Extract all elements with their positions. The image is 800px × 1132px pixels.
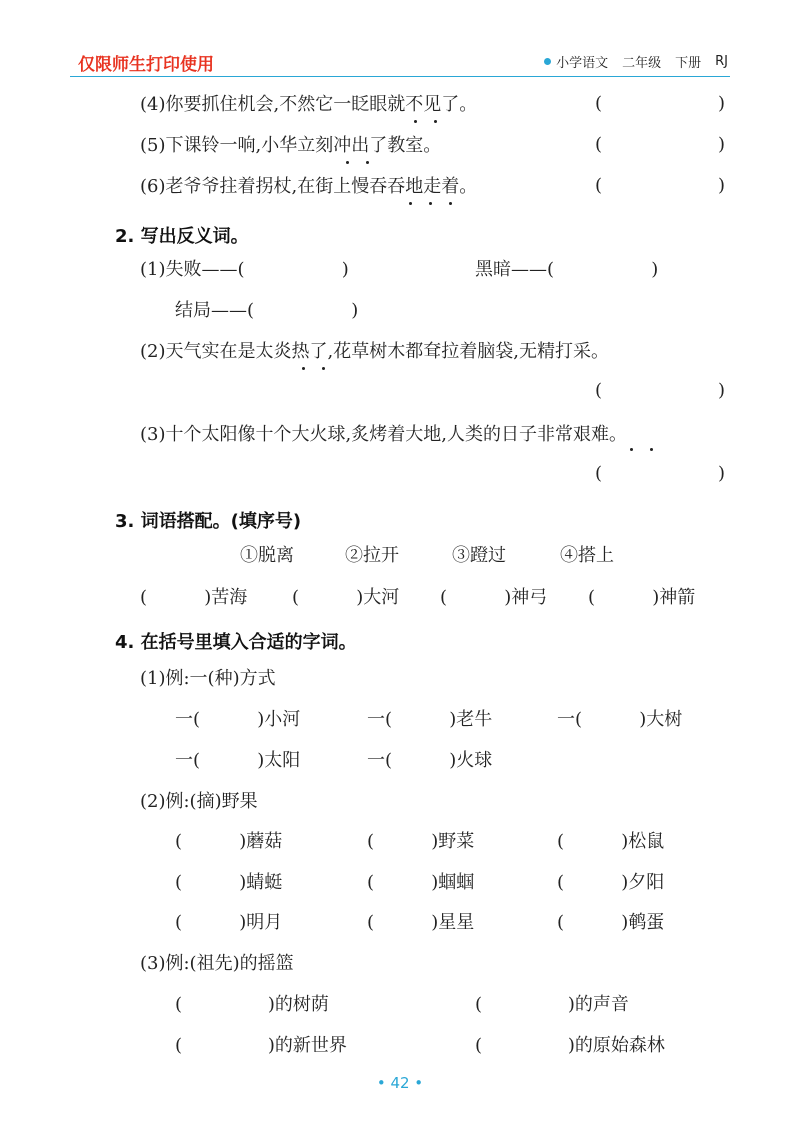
verb-blank-xingxing[interactable]: ( )星星: [367, 912, 475, 933]
measure-blank-huoqiu[interactable]: 一( )火球: [367, 750, 493, 771]
noun-blank-yuanshisenlin[interactable]: ( )的原始森林: [475, 1035, 665, 1056]
verb-blank-qingting[interactable]: ( )蜻蜓: [175, 872, 283, 893]
page-number: • 42 •: [376, 1074, 424, 1092]
bullet-dot-icon: [544, 58, 551, 65]
noun-blank-shuyin[interactable]: ( )的树荫: [175, 994, 329, 1015]
page-header: [0, 0, 800, 80]
edition-label: RJ: [715, 54, 728, 69]
option-1: ①脱离: [240, 545, 294, 566]
noun-blank-shengyin[interactable]: ( )的声音: [475, 994, 629, 1015]
verb-blank-mingyue[interactable]: ( )明月: [175, 912, 283, 933]
antonym-heian[interactable]: 黑暗——( ): [475, 259, 659, 280]
antonym-item-2: (2)天气实在是太炎热了,花草树木都耷拉着脑袋,无精打采。: [140, 341, 609, 362]
match-blank-kuhai[interactable]: ( )苦海: [140, 587, 248, 608]
option-3: ③蹬过: [452, 545, 506, 566]
measure-blank-taiyang[interactable]: 一( )太阳: [175, 750, 301, 771]
q4-example-2: (2)例:(摘)野果: [140, 791, 258, 812]
question-4-title: 4. 在括号里填入合适的字词。: [115, 632, 357, 653]
watermark: 仅限师生打印使用: [78, 55, 214, 75]
verb-blank-yecai[interactable]: ( )野菜: [367, 831, 475, 852]
verb-blank-andan[interactable]: ( )鹌蛋: [557, 912, 665, 933]
grade-label: 二年级: [622, 56, 662, 71]
measure-blank-dashu[interactable]: 一( )大树: [557, 709, 683, 730]
header-divider: [70, 76, 730, 77]
q4-example-3: (3)例:(祖先)的摇篮: [140, 953, 294, 974]
antonym-shibai[interactable]: (1)失败——( ): [140, 259, 349, 280]
sentence-item-6: (6)老爷爷拄着拐杖,在街上慢吞吞地走着。: [140, 176, 478, 197]
subject-label: 小学语文: [556, 56, 609, 71]
noun-blank-xinshijie[interactable]: ( )的新世界: [175, 1035, 347, 1056]
match-blank-shengong[interactable]: ( )神弓: [440, 587, 548, 608]
book-info: [544, 52, 728, 71]
measure-blank-laoniu[interactable]: 一( )老牛: [367, 709, 493, 730]
match-blank-dahe[interactable]: ( )大河: [292, 587, 400, 608]
sentence-item-5: (5)下课铃一响,小华立刻冲出了教室。: [140, 135, 442, 156]
antonym-item-3: (3)十个太阳像十个大火球,炙烤着大地,人类的日子非常艰难。: [140, 424, 627, 445]
question-3-title: 3. 词语搭配。(填序号): [115, 511, 302, 532]
antonym-jieju[interactable]: 结局——( ): [175, 300, 359, 321]
sentence-item-4: (4)你要抓住机会,不然它一眨眼就不见了。: [140, 94, 478, 115]
option-4: ④搭上: [560, 545, 614, 566]
verb-blank-songshu[interactable]: ( )松鼠: [557, 831, 665, 852]
question-2-title: 2. 写出反义词。: [115, 226, 249, 247]
verb-blank-guoguo[interactable]: ( )蝈蝈: [367, 872, 475, 893]
term-label: 下册: [675, 56, 702, 71]
match-blank-shenjian[interactable]: ( )神箭: [588, 587, 696, 608]
measure-blank-xiaohe[interactable]: 一( )小河: [175, 709, 301, 730]
option-2: ②拉开: [345, 545, 399, 566]
verb-blank-xiyang[interactable]: ( )夕阳: [557, 872, 665, 893]
verb-blank-mogu[interactable]: ( )蘑菇: [175, 831, 283, 852]
q4-example-1: (1)例:一(种)方式: [140, 668, 276, 689]
